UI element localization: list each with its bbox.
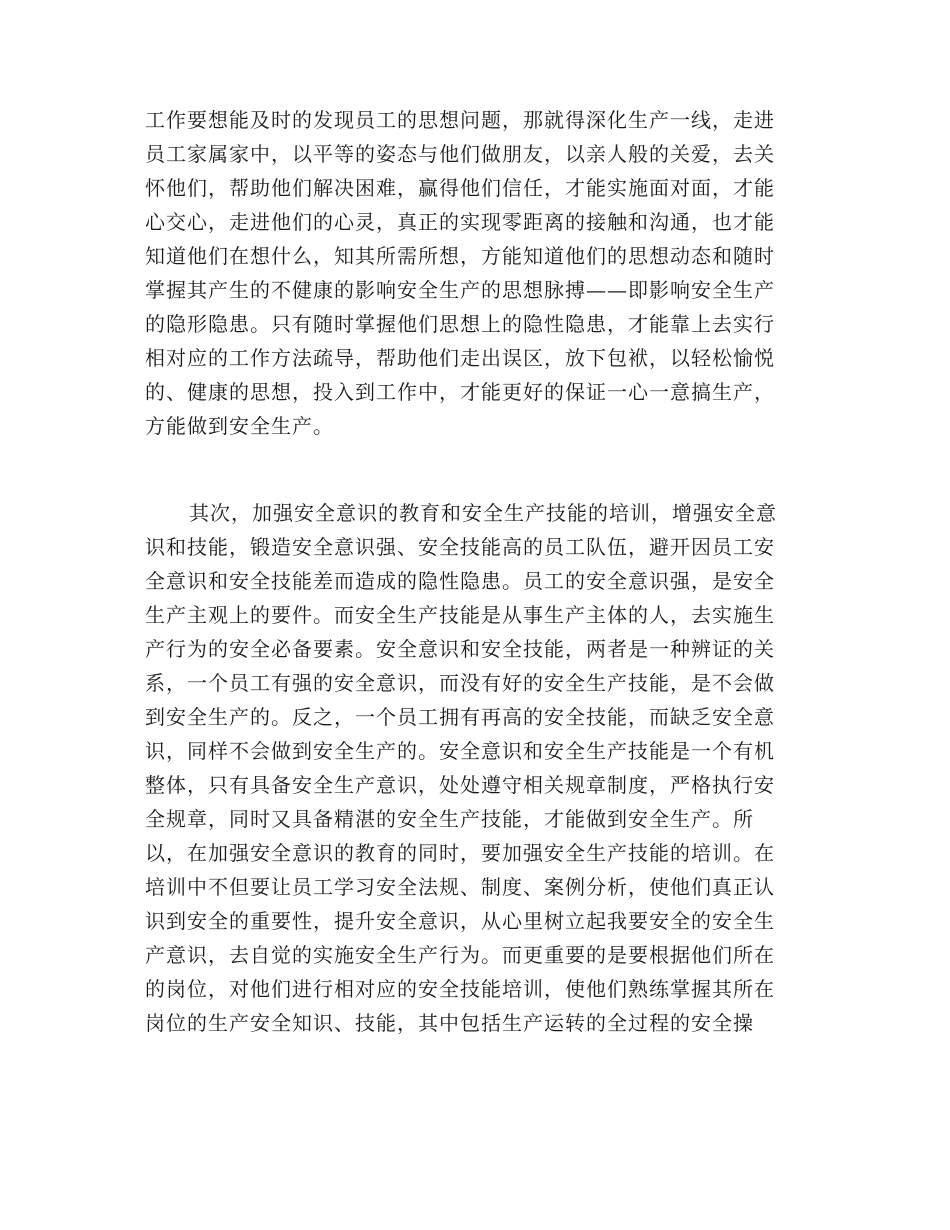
paragraph-line: 生产主观上的要件。而安全生产技能是从事生产主体的人，去实施生 xyxy=(145,603,775,627)
paragraph-line: 培训中不但要让员工学习安全法规、制度、案例分析，使他们真正认 xyxy=(145,875,775,899)
paragraph-line: 掌握其产生的不健康的影响安全生产的思想脉搏——即影响安全生产 xyxy=(145,278,775,302)
paragraph-line: 识和技能，锻造安全意识强、安全技能高的员工队伍，避开因员工安 xyxy=(145,535,775,559)
paragraph-line: 识到安全的重要性，提升安全意识，从心里树立起我要安全的安全生 xyxy=(145,909,775,933)
paragraph-line: 工作要想能及时的发现员工的思想问题，那就得深化生产一线，走进 xyxy=(145,108,775,132)
paragraph-line: 的岗位，对他们进行相对应的安全技能培训，使他们熟练掌握其所在 xyxy=(145,977,775,1001)
paragraph-line: 到安全生产的。反之，一个员工拥有再高的安全技能，而缺乏安全意 xyxy=(145,705,775,729)
paragraph-line: 员工家属家中，以平等的姿态与他们做朋友，以亲人般的关爱，去关 xyxy=(145,142,775,166)
paragraph-line: 全规章，同时又具备精湛的安全生产技能，才能做到安全生产。所 xyxy=(145,807,754,831)
paragraph-line: 其次，加强安全意识的教育和安全生产技能的培训，增强安全意 xyxy=(189,501,777,525)
paragraph-line: 的、健康的思想，投入到工作中，才能更好的保证一心一意搞生产， xyxy=(145,380,775,404)
paragraph-line: 方能做到安全生产。 xyxy=(145,414,334,438)
paragraph-line: 岗位的生产安全知识、技能，其中包括生产运转的全过程的安全操 xyxy=(145,1011,754,1035)
paragraph-line: 系，一个员工有强的安全意识，而没有好的安全生产技能，是不会做 xyxy=(145,671,775,695)
paragraph-line: 以，在加强安全意识的教育的同时，要加强安全生产技能的培训。在 xyxy=(145,841,775,865)
paragraph-line: 产意识，去自觉的实施安全生产行为。而更重要的是要根据他们所在 xyxy=(145,943,775,967)
paragraph-line: 识，同样不会做到安全生产的。安全意识和安全生产技能是一个有机 xyxy=(145,739,775,763)
paragraph-line: 全意识和安全技能差而造成的隐性隐患。员工的安全意识强，是安全 xyxy=(145,569,775,593)
paragraph-line: 产行为的安全必备要素。安全意识和安全技能，两者是一种辨证的关 xyxy=(145,637,775,661)
paragraph-line: 整体，只有具备安全生产意识，处处遵守相关规章制度，严格执行安 xyxy=(145,773,775,797)
paragraph-line: 知道他们在想什么，知其所需所想，方能知道他们的思想动态和随时 xyxy=(145,244,775,268)
paragraph-1 xyxy=(145,103,805,443)
paragraph-line: 相对应的工作方法疏导，帮助他们走出误区，放下包袱，以轻松愉悦 xyxy=(145,346,775,370)
paragraph-line: 心交心，走进他们的心灵，真正的实现零距离的接触和沟通，也才能 xyxy=(145,210,775,234)
paragraph-2 xyxy=(145,496,805,1040)
paragraph-line: 的隐形隐患。只有随时掌握他们思想上的隐性隐患，才能靠上去实行 xyxy=(145,312,775,336)
paragraph-line: 怀他们，帮助他们解决困难，赢得他们信任，才能实施面对面，才能 xyxy=(145,176,775,200)
